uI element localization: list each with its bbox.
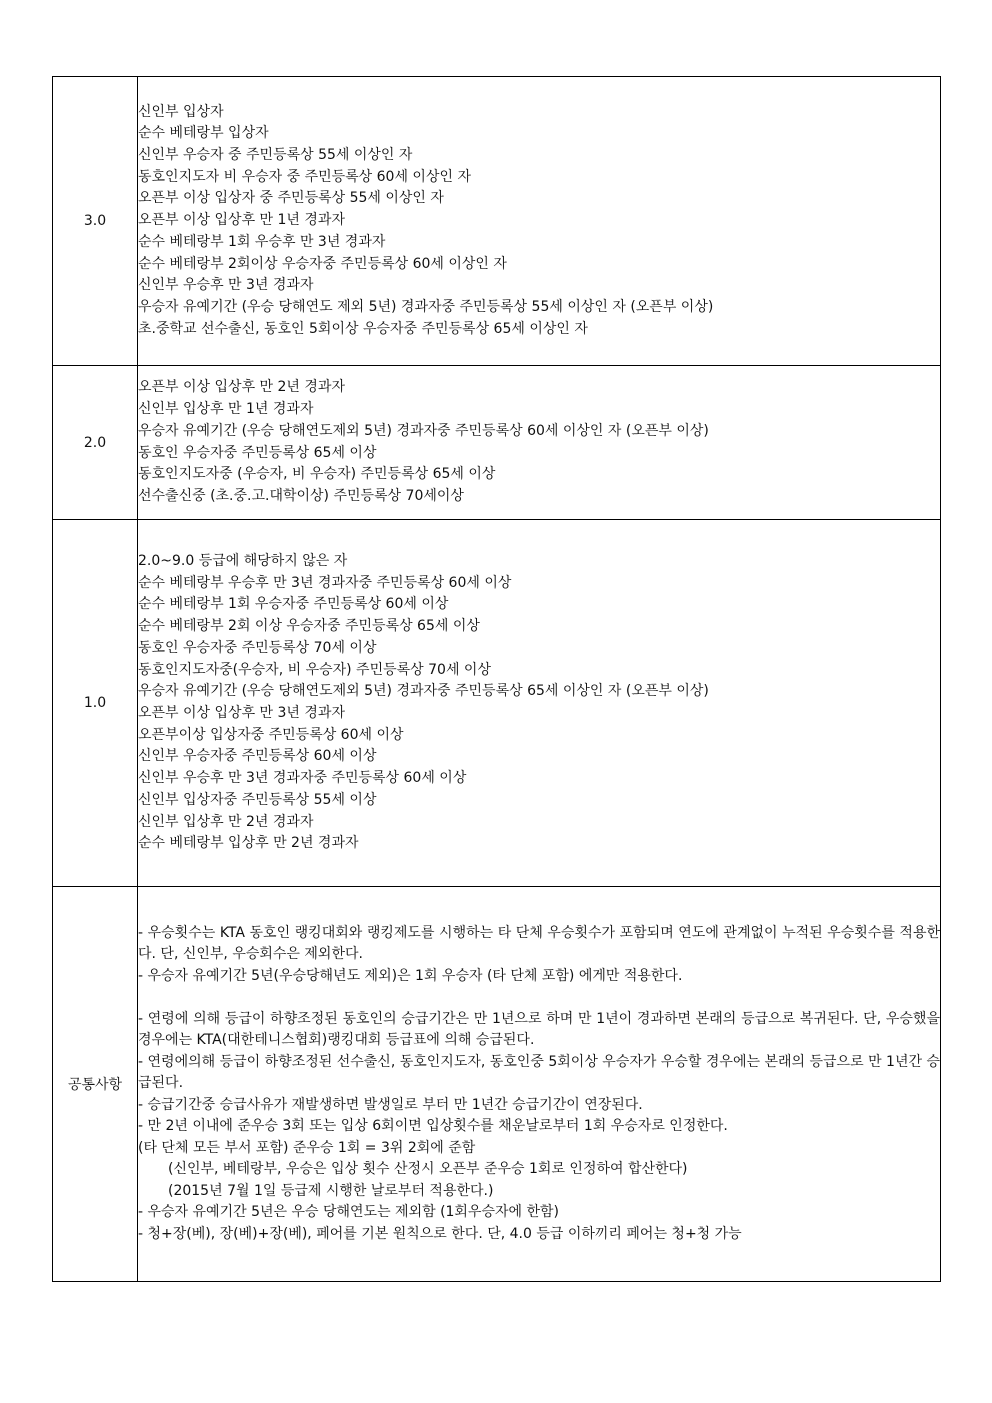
common-note: - 우승자 유예기간 5년(우승당해년도 제외)은 1회 우승자 (타 단체 포함) 에게만 적용한다. (138, 967, 683, 984)
rule-line: 선수출신중 (초.중.고.대학이상) 주민등록상 70세이상 (138, 487, 464, 504)
common-notes-row (53, 887, 941, 1282)
common-note: - 청+장(베), 장(베)+장(베), 페어를 기본 원칙으로 한다. 단, 4.0 등급 이하끼리 페어는 청+청 가능 (138, 1225, 742, 1242)
rule-line: 순수 베테랑부 2회 이상 우승자중 주민등록상 65세 이상 (138, 618, 480, 635)
common-note: (2015년 7월 1일 등급제 시행한 날로부터 적용한다.) (168, 1182, 494, 1199)
grade-criteria-table (52, 76, 941, 1282)
grade-label: 3.0 (53, 77, 138, 366)
grade-label: 2.0 (53, 366, 138, 520)
rule-line: 순수 베테랑부 1회 우승후 만 3년 경과자 (138, 233, 386, 250)
rule-line: 오픈부이상 입상자중 주민등록상 60세 이상 (138, 726, 404, 743)
grade-row-1-0 (53, 520, 941, 887)
common-note: - 만 2년 이내에 준우승 3회 또는 입상 6회이면 입상횟수를 채운날로부터 1회 우승자로 인정한다. (138, 1118, 728, 1135)
common-note: (신인부, 베테랑부, 우승은 입상 횟수 산정시 오픈부 준우승 1회로 인정하여 합산한다) (168, 1161, 688, 1178)
common-note: - 우승횟수는 KTA 동호인 랭킹대회와 랭킹제도를 시행하는 타 단체 우승횟수가 포함되며 연도에 관계없이 누적된 우승횟수를 적용한다. 단, 신인부, 우승회수은 제외한다. (138, 924, 940, 963)
blank-line (138, 987, 940, 1009)
rule-line: 2.0~9.0 등급에 해당하지 않은 자 (138, 553, 348, 570)
common-notes (138, 887, 941, 1282)
rule-line: 신인부 입상후 만 1년 경과자 (138, 401, 314, 418)
common-note: - 연령에의해 등급이 하향조정된 선수출신, 동호인지도자, 동호인중 5회이상 우승자가 우승할 경우에는 본래의 등급으로 만 1년간 승급된다. (138, 1053, 940, 1092)
grade-rules (138, 366, 941, 520)
grade-row-3-0 (53, 77, 941, 366)
rule-line: 신인부 우승후 만 3년 경과자 (138, 277, 314, 294)
rule-line: 신인부 우승자 중 주민등록상 55세 이상인 자 (138, 147, 413, 164)
rule-line: 오픈부 이상 입상후 만 3년 경과자 (138, 705, 345, 721)
rule-line: 신인부 입상후 만 2년 경과자 (138, 813, 314, 830)
common-note: (타 단체 모든 부서 포함) 준우승 1회 = 3위 2회에 준함 (138, 1139, 476, 1156)
rule-line: 순수 베테랑부 입상후 만 2년 경과자 (138, 835, 359, 852)
grade-row-2-0 (53, 366, 941, 520)
common-note: - 연령에 의해 등급이 하향조정된 동호인의 승급기간은 만 1년으로 하며 만 1년이 경과하면 본래의 등급으로 복귀된다. 단, 우승했을 경우에는 KTA(대한테니스협회)랭킹대회 등급표에 의해 승급된다. (138, 1010, 940, 1049)
grade-rules (138, 77, 941, 366)
rule-line: 동호인 우승자중 주민등록상 70세 이상 (138, 639, 377, 656)
common-label: 공통사항 (53, 887, 138, 1282)
rule-line: 우승자 유예기간 (우승 당해연도 제외 5년) 경과자중 주민등록상 55세 이상인 자 (오픈부 이상) (138, 298, 714, 315)
common-note: - 승급기간중 승급사유가 재발생하면 발생일로 부터 만 1년간 승급기간이 연장된다. (138, 1096, 643, 1113)
rule-line: 순수 베테랑부 2회이상 우승자중 주민등록상 60세 이상인 자 (138, 255, 507, 272)
rule-line: 순수 베테랑부 1회 우승자중 주민등록상 60세 이상 (138, 596, 449, 613)
grade-label: 1.0 (53, 520, 138, 887)
rule-line: 오픈부 이상 입상자 중 주민등록상 55세 이상인 자 (138, 190, 444, 207)
rule-line: 우승자 유예기간 (우승 당해연도제외 5년) 경과자중 주민등록상 60세 이상인 자 (오픈부 이상) (138, 422, 709, 439)
rule-line: 동호인지도자중 (우승자, 비 우승자) 주민등록상 65세 이상 (138, 466, 496, 483)
rule-line: 신인부 우승자중 주민등록상 60세 이상 (138, 748, 377, 765)
rule-line: 동호인지도자중(우승자, 비 우승자) 주민등록상 70세 이상 (138, 661, 491, 678)
rule-line: 신인부 우승후 만 3년 경과자중 주민등록상 60세 이상 (138, 770, 467, 787)
common-note: - 우승자 유예기간 5년은 우승 당해연도는 제외함 (1회우승자에 한함) (138, 1204, 560, 1221)
rule-line: 순수 베테랑부 입상자 (138, 125, 269, 142)
rule-line: 신인부 입상자중 주민등록상 55세 이상 (138, 791, 377, 808)
grade-rules (138, 520, 941, 887)
rule-line: 동호인 우승자중 주민등록상 65세 이상 (138, 444, 377, 461)
rule-line: 오픈부 이상 입상후 만 1년 경과자 (138, 212, 345, 229)
rule-line: 신인부 입상자 (138, 103, 224, 120)
rule-line: 순수 베테랑부 우승후 만 3년 경과자중 주민등록상 60세 이상 (138, 574, 512, 591)
rule-line: 오픈부 이상 입상후 만 2년 경과자 (138, 379, 345, 396)
rule-line: 초.중학교 선수출신, 동호인 5회이상 우승자중 주민등록상 65세 이상인 자 (138, 320, 588, 337)
rule-line: 동호인지도자 비 우승자 중 주민등록상 60세 이상인 자 (138, 168, 471, 185)
rule-line: 우승자 유예기간 (우승 당해연도제외 5년) 경과자중 주민등록상 65세 이상인 자 (오픈부 이상) (138, 683, 709, 700)
